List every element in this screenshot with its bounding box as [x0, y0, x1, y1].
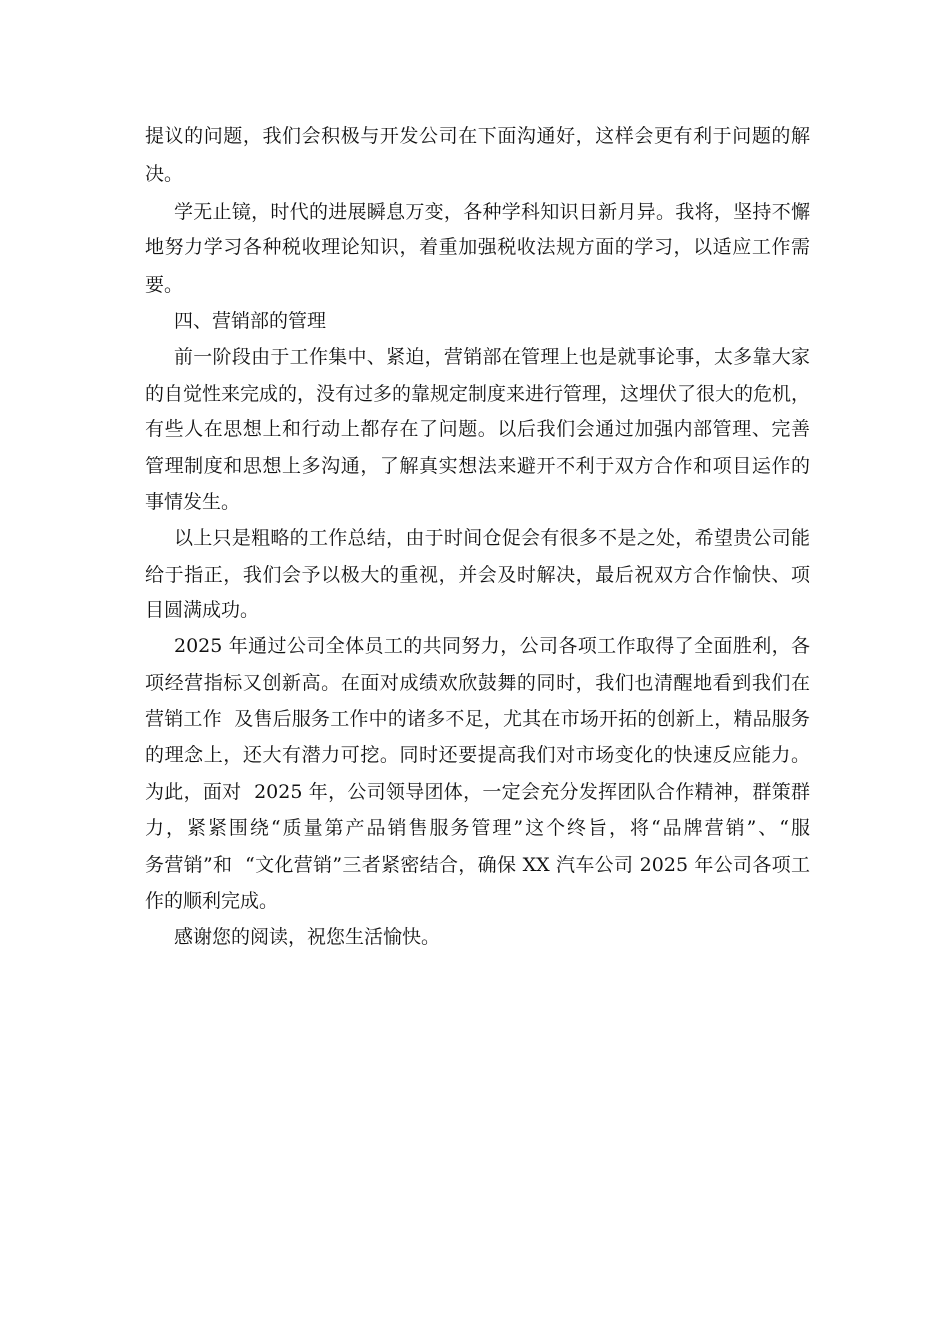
paragraph-line: 营销工作 及售后服务工作中的诸多不足，尤其在市场开拓的创新上，精品服务 [145, 708, 810, 730]
paragraph-line: 学无止镜，时代的进展瞬息万变，各种学科知识日新月异。我将，坚持不懈 [174, 201, 810, 223]
section-heading: 四、营销部的管理 [174, 310, 327, 332]
paragraph-line: 作的顺利完成。 [145, 890, 279, 912]
paragraph-line: 有些人在思想上和行动上都存在了问题。以后我们会通过加强内部管理、完善 [145, 418, 810, 440]
paragraph-line: 的理念上，还大有潜力可挖。同时还要提高我们对市场变化的快速反应能力。 [145, 744, 810, 766]
paragraph-line: 的自觉性来完成的，没有过多的靠规定制度来进行管理，这埋伏了很大的危机， [145, 383, 811, 405]
closing-line: 感谢您的阅读，祝您生活愉快。 [174, 926, 441, 948]
paragraph-line: 项经营指标又创新高。在面对成绩欢欣鼓舞的同时，我们也清醒地看到我们在 [145, 672, 810, 694]
paragraph-line: 以上只是粗略的工作总结，由于时间仓促会有很多不是之处，希望贵公司能 [174, 527, 810, 549]
paragraph-line: 给于指正，我们会予以极大的重视，并会及时解决，最后祝双方合作愉快、项 [145, 564, 810, 586]
paragraph-line: 务营销”和 “文化营销”三者紧密结合，确保 XX 汽车公司 2025 年公司各项工 [145, 854, 810, 876]
paragraph-line: 地努力学习各种税收理论知识，着重加强税收法规方面的学习，以适应工作需 [145, 236, 810, 258]
paragraph-line: 2025 年通过公司全体员工的共同努力，公司各项工作取得了全面胜利，各 [174, 635, 810, 657]
paragraph-line: 事情发生。 [145, 491, 241, 513]
paragraph-line: 提议的问题，我们会积极与开发公司在下面沟通好，这样会更有利于问题的解 [145, 125, 810, 147]
paragraph-line: 前一阶段由于工作集中、紧迫，营销部在管理上也是就事论事，太多靠大家 [174, 346, 810, 368]
paragraph-line: 管理制度和思想上多沟通，了解真实想法来避开不利于双方合作和项目运作的 [145, 455, 810, 477]
paragraph-line: 力，紧紧围绕“质量第产品销售服务管理”这个终旨，将“品牌营销”、“服 [145, 817, 810, 839]
paragraph-line: 决。 [145, 163, 184, 185]
paragraph-line: 要。 [145, 274, 184, 296]
paragraph-line: 为此，面对 2025 年，公司领导团体，一定会充分发挥团队合作精神，群策群 [145, 781, 810, 803]
paragraph-line: 目圆满成功。 [145, 599, 260, 621]
